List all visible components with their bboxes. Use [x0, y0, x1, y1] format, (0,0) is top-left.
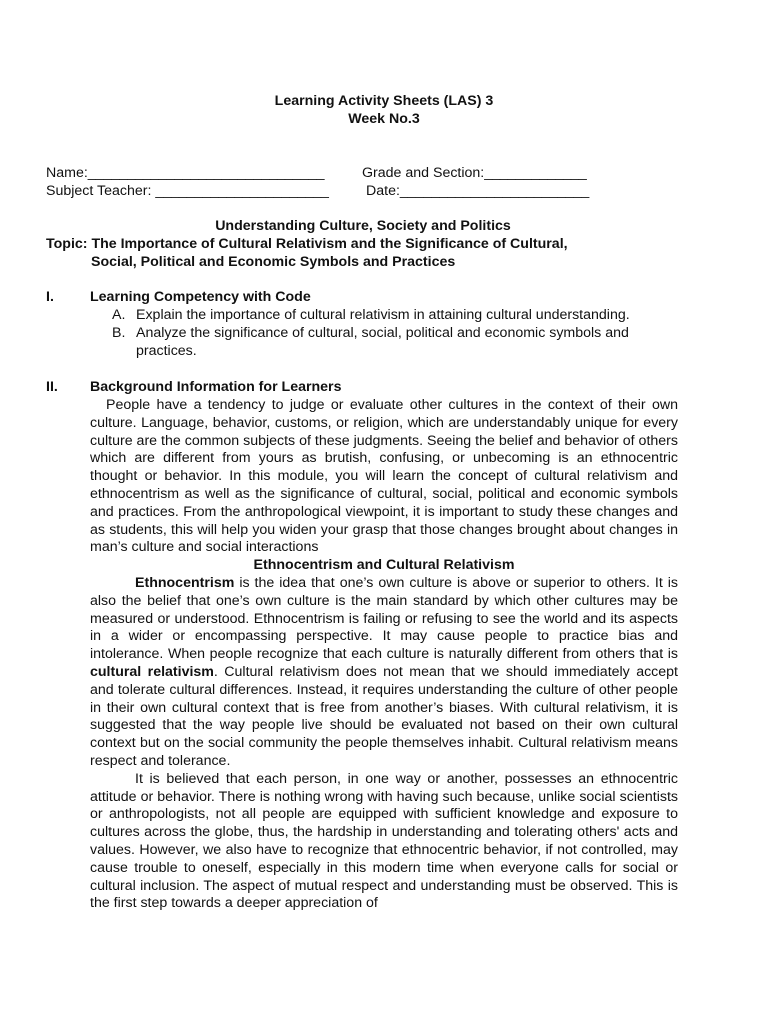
term-ethnocentrism: Ethnocentrism: [135, 574, 235, 591]
section-1-heading: [46, 289, 311, 307]
subheading-ethnocentrism: Ethnocentrism and Cultural Relativism: [253, 557, 515, 574]
paragraph-attitude: It is believed that each person, in one way or another, possesses an ethnocentric attitude or behavior. There is nothing wrong with having such because, unlike social scientists or anthropologists, not all people are equipped with sufficient knowledge and exposure to cultures across the globe, thus, the hardship in understanding and tolerating others' acts and values. However, we also have to recognize that ethnocentric behavior, if not controlled, may cause trouble to oneself, especially in this modern time when everyone calls for social or cultural inclusion. The aspect of mutual respect and understanding must be observed. This is the first step towards a deeper appreciation of: [90, 770, 678, 912]
document-title-block: [0, 93, 768, 129]
competency-item-a: [112, 307, 672, 325]
competency-item-b: [112, 325, 672, 361]
week-label: Week No.3: [348, 111, 420, 127]
section-1-title: Learning Competency with Code: [90, 289, 311, 305]
paragraph-text: is the idea that one’s own culture is above or superior to others. It is also the belief that one’s own culture is the main standard by which other cultures may be measured or understood. Ethnocentrism is failing or refusing to see the world and its aspects in a wider or encompassing perspective. It may cause people to practice bias and intolerance. When people recognize that each culture is naturally different from others that is: [90, 574, 678, 663]
name-field: Name:______________________________: [46, 165, 325, 181]
competency-list: [112, 307, 672, 360]
section-2-title: Background Information for Learners: [90, 379, 342, 395]
competency-text: Analyze the significance of cultural, social, political and economic symbols and practices.: [136, 324, 629, 359]
paragraph-intro: People have a tendency to judge or evaluate other cultures in the context of their own culture. Language, behavior, customs, or religion, which are understandably unique for every culture are the common subjects of these judgments. Seeing the belief and behavior of others which are different from yours as brutish, confusing, or unbecoming is an ethnocentric thought or behavior. In this module, you will learn the concept of cultural relativism and ethnocentrism as well as the significance of cultural, social, political and economic symbols and practices. From the anthropological viewpoint, it is important to study these changes and as students, this will help you widen your grasp that those changes brought about changes in man’s culture and social interactions: [90, 397, 678, 556]
document-title: Learning Activity Sheets (LAS) 3: [274, 93, 494, 109]
competency-text: Explain the importance of cultural relativism in attaining cultural understanding.: [136, 307, 630, 323]
term-cultural-relativism: cultural relativism: [90, 663, 214, 680]
paragraph-text: . Cultural relativism does not mean that we should immediately accept and tolerate cultural differences. Instead, it requires understanding the culture of other people in their own cultural context that is free from another’s biases. With cultural relativism, it is suggested that the way people live should be evaluated not based on their own cultural context but on the social community the people themselves inhabit. Cultural relativism means respect and tolerance.: [90, 663, 678, 769]
topic-line-1: Topic: The Importance of Cultural Relativism and the Significance of Cultural,: [46, 235, 568, 252]
section-2-number: II.: [46, 379, 58, 395]
section-2-heading: [46, 379, 341, 397]
list-marker: B.: [112, 324, 126, 341]
background-body: [90, 397, 678, 913]
subject-teacher-field: Subject Teacher: ______________________: [46, 183, 329, 199]
paragraph-ethnocentrism: [90, 575, 678, 771]
topic-line-2: Social, Political and Economic Symbols and Practices: [91, 253, 456, 270]
course-title: Understanding Culture, Society and Politics: [215, 218, 511, 234]
list-marker: A.: [112, 307, 126, 323]
grade-section-field: Grade and Section:_____________: [362, 165, 587, 181]
course-heading: [46, 218, 726, 271]
date-field: Date:________________________: [366, 183, 590, 199]
section-1-number: I.: [46, 289, 54, 305]
